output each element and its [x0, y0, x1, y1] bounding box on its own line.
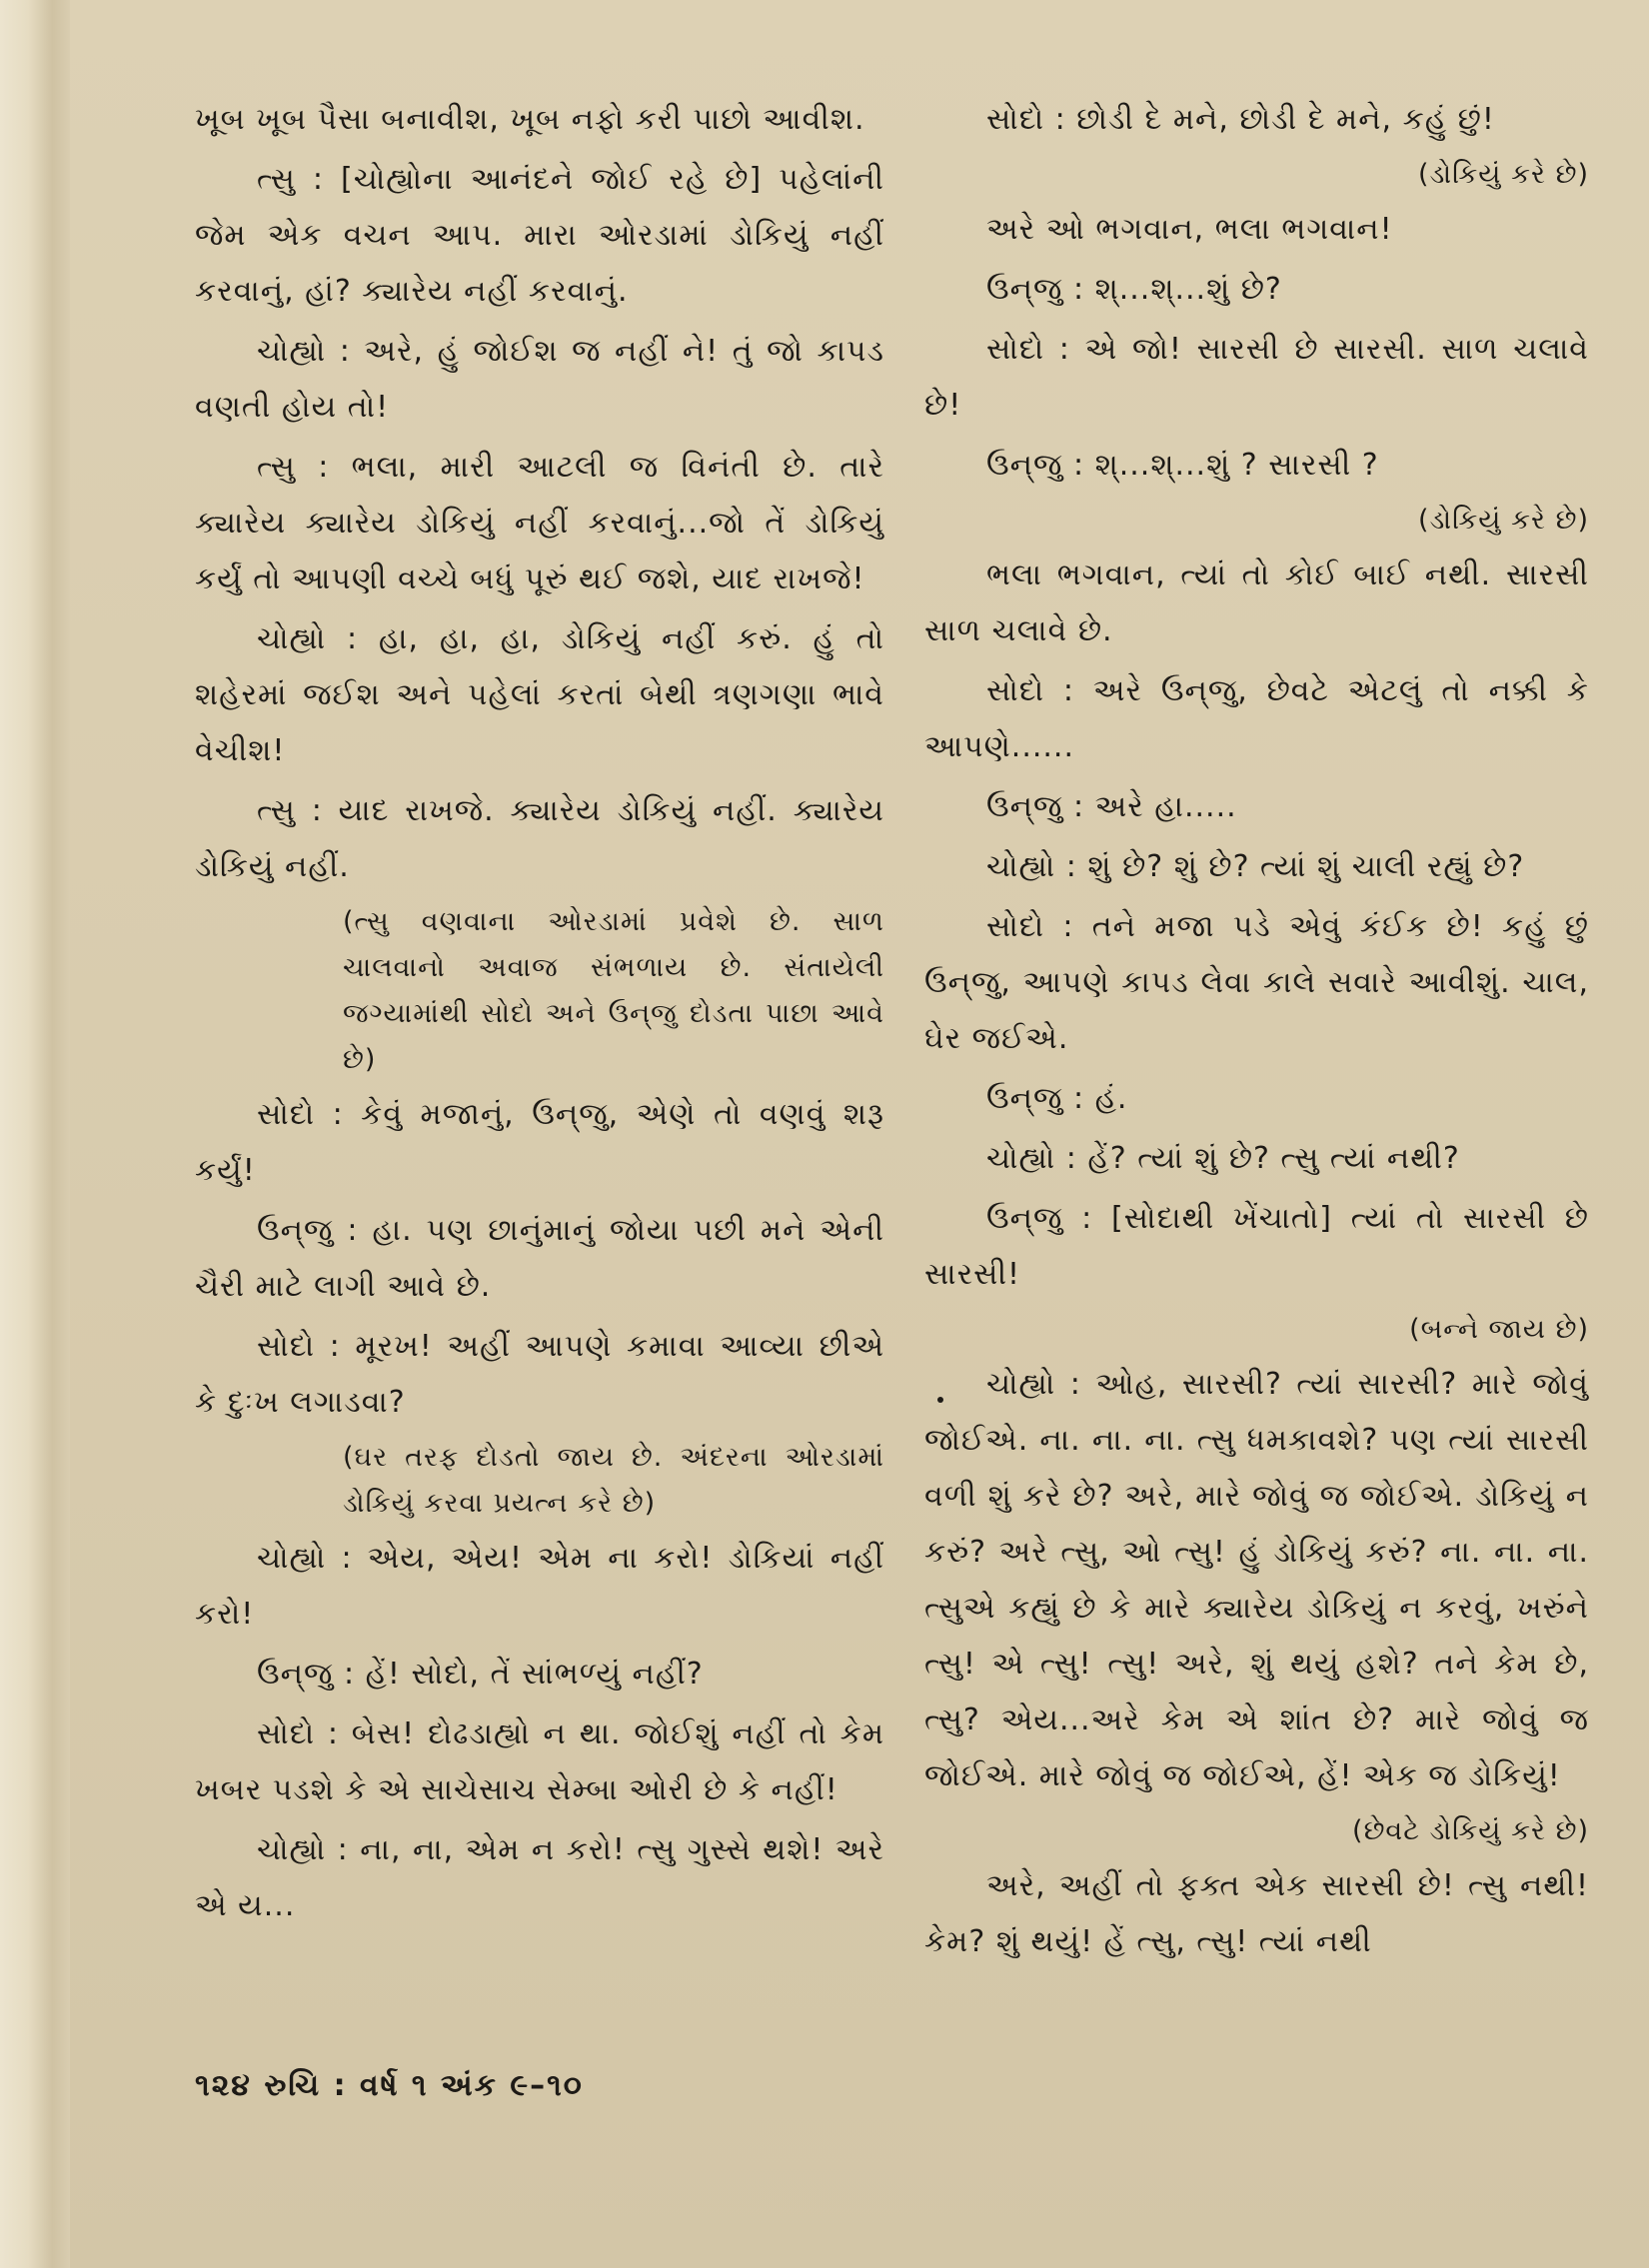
dialogue-line: અરે, અહીં તો ફક્ત એક સારસી છે! ત્સુ નથી! કેમ? શું થયું! હેં ત્સુ, ત્સુ! ત્યાં નથી: [924, 1868, 1589, 1959]
stage-direction: (ત્સુ વણવાના ઓરડામાં પ્રવેશે છે. સાળ ચાલવાનો અવાજ સંભળાય છે. સંતાયેલી જગ્યામાંથી સોદો અને ઉન્‌જુ દોડતા પાછા આવે છે): [343, 906, 884, 1075]
right-text-column: [924, 92, 1589, 1974]
book-spine-shadow: [0, 0, 70, 2268]
page-footer: ૧૨૪ રુચિ : વર્ષ ૧ અંક ૯–૧૦: [195, 2068, 584, 2103]
dialogue-line: સોદો : તને મજા પડે એવું કંઈક છે! કહું છું ઉન્‌જુ, આપણે કાપડ લેવા કાલે સવારે આવીશું. ચાલ, ઘેર જઈએ.: [924, 909, 1589, 1056]
dialogue-line: ઉન્‌જુ : હેં! સોદો, તેં સાંભળ્યું નહીં?: [257, 1657, 704, 1692]
dialogue-line: સોદો : છોડી દે મને, છોડી દે મને, કહું છું!: [986, 102, 1495, 137]
stage-direction: (છેવટે ડોકિયું કરે છે): [1352, 1815, 1589, 1846]
dialogue-line: સોદો : એ જો! સારસી છે સારસી. સાળ ચલાવે છે!: [924, 332, 1589, 423]
dialogue-line: ભલા ભગવાન, ત્યાં તો કોઈ બાઈ નથી. સારસી સાળ ચલાવે છે.: [924, 558, 1589, 648]
dialogue-line: સોદો : કેવું મજાનું, ઉન્‌જુ, એણે તો વણવું શરૂ કર્યું!: [195, 1097, 884, 1188]
dialogue-line: ઉન્‌જુ : [સોદાથી ખેંચાતો] ત્યાં તો સારસી છે સારસી!: [924, 1201, 1589, 1292]
dialogue-line: ચોહ્યો : અરે, હું જોઈશ જ નહીં ને! તું જો કાપડ વણતી હોય તો!: [195, 334, 884, 425]
stage-direction: (ઘર તરફ દોડતો જાય છે. અંદરના ઓરડામાં ડોકિયું કરવા પ્રયત્ન કરે છે): [343, 1442, 884, 1519]
dialogue-line: ખૂબ ખૂબ પૈસા બનાવીશ, ખૂબ નફો કરી પાછો આવીશ.: [195, 102, 865, 137]
dialogue-line: અરે ઓ ભગવાન, ભલા ભગવાન!: [986, 212, 1393, 247]
dialogue-line: ચોહ્યો : શું છે? શું છે? ત્યાં શું ચાલી રહ્યું છે?: [986, 849, 1525, 884]
stage-direction: (ડોકિયું કરે છે): [1418, 505, 1589, 536]
dialogue-line: ચોહ્યો : હા, હા, હા, ડોકિયું નહીં કરું. હું તો શહેરમાં જઈશ અને પહેલાં કરતાં બેથી ત્રણગણા ભાવે વેચીશ!: [195, 621, 884, 768]
dialogue-line: ચોહ્યો : હેં? ત્યાં શું છે? ત્સુ ત્યાં નથી?: [986, 1141, 1460, 1176]
dialogue-line: સોદો : મૂરખ! અહીં આપણે કમાવા આવ્યા છીએ કે દુઃખ લગાડવા?: [195, 1329, 884, 1420]
dialogue-line: સોદો : અરે ઉન્‌જુ, છેવટે એટલું તો નક્કી કે આપણે......: [924, 673, 1589, 764]
dialogue-line: ત્સુ : [ચોહ્યોના આનંદને જોઈ રહે છે] પહેલાંની જેમ એક વચન આપ. મારા ઓરડામાં ડોકિયું નહીં કરવાનું, હાં? ક્યારેય નહીં કરવાનું.: [195, 162, 884, 309]
dialogue-line: ઉન્‌જુ : અરે હા.....: [986, 789, 1237, 824]
dialogue-line: ચોહ્યો : ઓહ, સારસી? ત્યાં સારસી? મારે જોવું જોઈએ. ના. ના. ના. ત્સુ ધમકાવશે? પણ ત્યાં સારસી વળી શું કરે છે? અરે, મારે જોવું જ જોઈએ. ડોકિયું ન કરું? અરે ત્સુ, ઓ ત્સુ! હું ડોકિયું કરું? ના. ના. ના. ત્સુએ કહ્યું છે કે મારે ક્યારેય ડોકિયું ન કરવું, ખરુંને ત્સુ! એ ત્સુ! ત્સુ! અરે, શું થયું હશે? તને કેમ છે, ત્સુ? એય...અરે કેમ એ શાંત છે? મારે જોવું જ જોઈએ. મારે જોવું જ જોઈએ, હેં! એક જ ડોકિયું!: [924, 1367, 1589, 1793]
dialogue-line: ચોહ્યો : ના, ના, એમ ન કરો! ત્સુ ગુસ્સે થશે! અરે એ ય...: [195, 1832, 884, 1923]
left-text-column: [195, 92, 884, 1938]
bullet-dot: [937, 1397, 943, 1403]
dialogue-line: ઉન્‌જુ : હં.: [986, 1081, 1128, 1116]
dialogue-line: ઉન્‌જુ : શ્...શ્...શું ? સારસી ?: [986, 448, 1379, 483]
dialogue-line: ત્સુ : યાદ રાખજે. ક્યારેય ડોકિયું નહીં. ક્યારેય ડોકિયું નહીં.: [195, 793, 884, 884]
dialogue-line: ઉન્‌જુ : હા. પણ છાનુંમાનું જોયા પછી મને એની ચૈરી માટે લાગી આવે છે.: [195, 1213, 884, 1304]
dialogue-line: ઉન્‌જુ : શ્...શ્...શું છે?: [986, 272, 1282, 307]
dialogue-line: ચોહ્યો : એય, એય! એમ ના કરો! ડોકિયાં નહીં કરો!: [195, 1541, 884, 1632]
dialogue-line: સોદો : બેસ! દોઢડાહ્યો ન થા. જોઈશું નહીં તો કેમ ખબર પડશે કે એ સાચેસાચ સેમ્બા ઓરી છે કે નહીં!: [195, 1716, 884, 1807]
stage-direction: (બન્ને જાય છે): [1409, 1314, 1589, 1345]
stage-direction: (ડોકિયું કરે છે): [1418, 159, 1589, 190]
dialogue-line: ત્સુ : ભલા, મારી આટલી જ વિનંતી છે. તારે ક્યારેય ક્યારેય ડોકિયું નહીં કરવાનું...જો તેં ડોકિયું કર્યું તો આપણી વચ્ચે બધું પૂરું થઈ જશે, યાદ રાખજે!: [195, 450, 884, 596]
